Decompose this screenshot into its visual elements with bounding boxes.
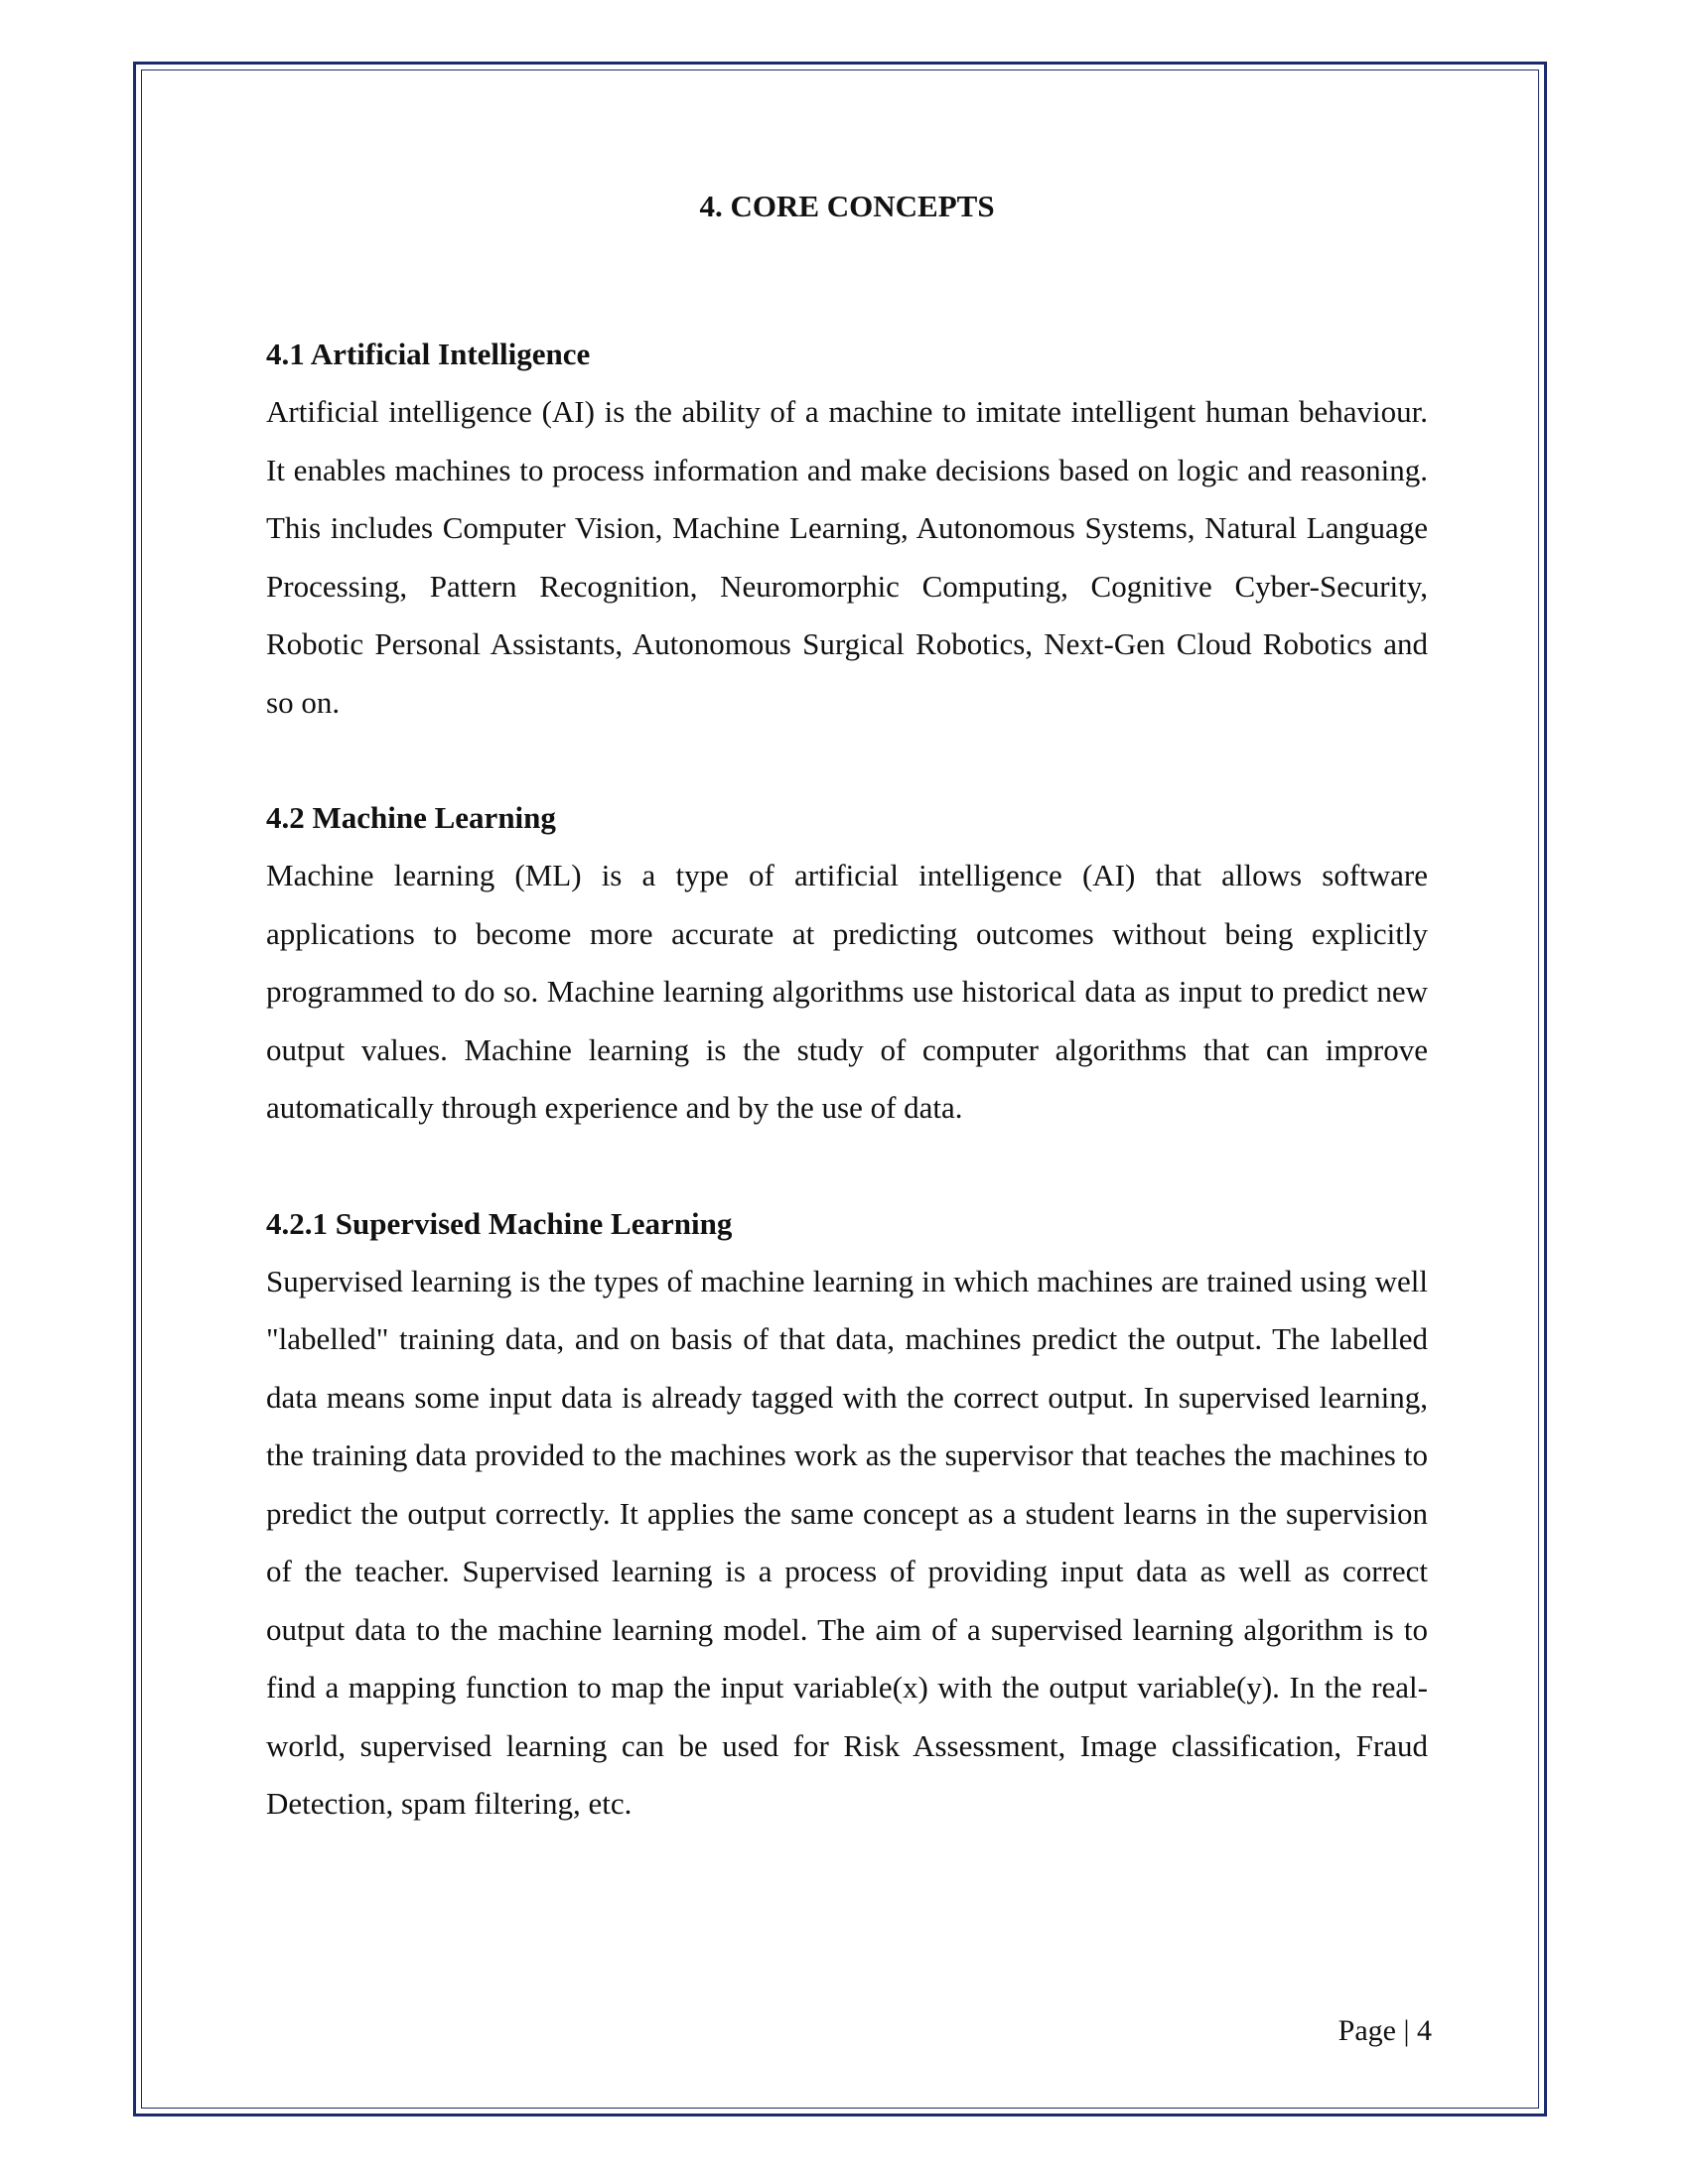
page-number: Page | 4 xyxy=(1337,2014,1432,2047)
chapter-title: 4. CORE CONCEPTS xyxy=(699,189,995,223)
section-heading: 4.2 Machine Learning xyxy=(266,800,556,835)
section-heading: 4.1 Artificial Intelligence xyxy=(266,337,591,371)
section-heading: 4.2.1 Supervised Machine Learning xyxy=(266,1205,733,1241)
section-body: Supervised learning is the types of machine learning in which machines are trained using well "labelled" training data, and on basis of that data, machines predict the output. The labelled data means some input data is already tagged with the correct output. In supervised learning, the training data provided to the machines work as the supervisor that teaches the machines to predict the output correctly. It applies the same concept as a student learns in the supervision of the teacher. Supervised learning is a process of providing input data as well as correct output data to the machine learning model. The aim of a supervised learning algorithm is to find a mapping function to map the input variable(x) with the output variable(y). In the real-world, supervised learning can be used for Risk Assessment, Image classification, Fraud Detection, spam filtering, etc. xyxy=(266,1263,1428,1821)
section-supervised-machine-learning xyxy=(266,1195,1428,1834)
section-machine-learning xyxy=(266,789,1428,1138)
section-body: Machine learning (ML) is a type of artificial intelligence (AI) that allows software applications to become more accurate at predicting outcomes without being explicitly programmed to do so. Machine learning algorithms use historical data as input to predict new output values. Machine learning is the study of computer algorithms that can improve automatically through experience and by the use of data. xyxy=(266,858,1428,1125)
page-content xyxy=(266,179,1428,1891)
section-artificial-intelligence xyxy=(266,326,1428,732)
section-body: Artificial intelligence (AI) is the ability of a machine to imitate intelligent human behaviour. It enables machines to process information and make decisions based on logic and reasoning. This includes Computer Vision, Machine Learning, Autonomous Systems, Natural Language Processing, Pattern Recognition, Neuromorphic Computing, Cognitive Cyber-Security, Robotic Personal Assistants, Autonomous Surgical Robotics, Next-Gen Cloud Robotics and so on. xyxy=(266,394,1428,720)
